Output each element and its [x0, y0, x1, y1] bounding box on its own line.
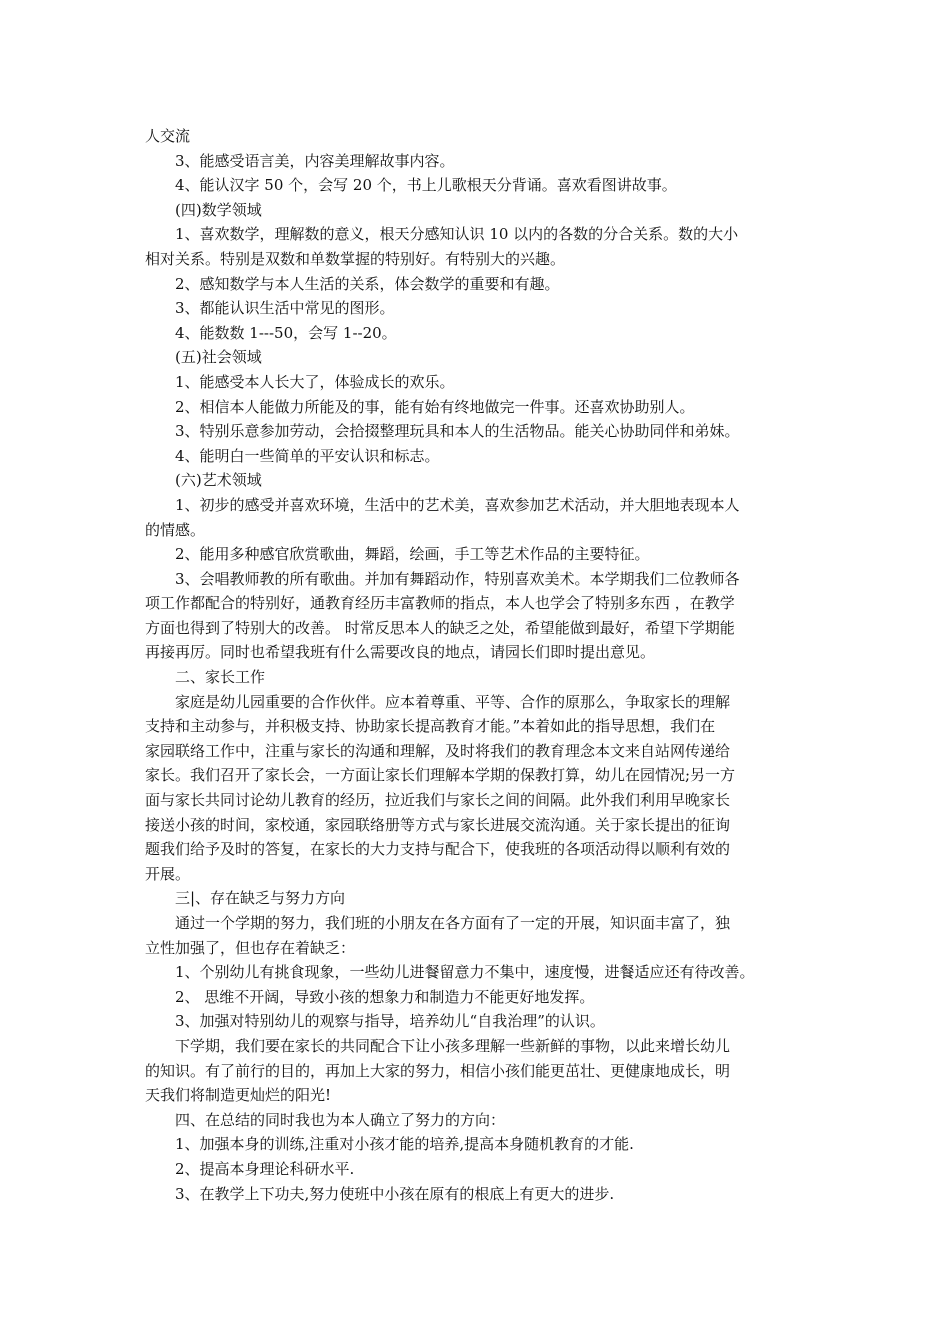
text-line: 2、提高本身理论科研水平.: [175, 1159, 355, 1178]
text-line: 立性加强了，但也存在着缺乏：: [145, 938, 356, 957]
text-line: 4、能明白一些简单的平安认识和标志。: [175, 446, 440, 465]
document-body: [145, 124, 810, 1206]
text-line: 1、加强本身的训练,注重对小孩才能的培养,提高本身随机教育的才能.: [175, 1135, 634, 1154]
text-line: (六)艺术领域: [175, 471, 262, 490]
text-line: (五)社会领域: [175, 348, 262, 367]
text-line: 项工作都配合的特别好，通教育经历丰富教师的指点，本人也学会了特别多东西 ，在教学: [145, 594, 735, 613]
text-line: 3、能感受语言美，内容美理解故事内容。: [175, 151, 455, 170]
text-line: 接送小孩的时间，家校通，家园联络册等方式与家长进展交流沟通。关于家长提出的征询: [145, 815, 731, 834]
text-line: 的情感。: [145, 520, 206, 539]
text-line: 1、初步的感受并喜欢环境，生活中的艺术美，喜欢参加艺术活动，并大胆地表现本人: [175, 495, 740, 514]
text-line: 家庭是幼儿园重要的合作伙伴。应本着尊重、平等、合作的原那么，争取家长的理解: [175, 692, 731, 711]
text-line: 家长。我们召开了家长会，一方面让家长们理解本学期的保教打算，幼儿在园情况;另一方: [145, 766, 736, 785]
text-line: 支持和主动参与，并积极支持、协助家长提高教育才能。”本着如此的指导思想，我们在: [145, 717, 716, 736]
text-line: 3、会唱教师教的所有歌曲。并加有舞蹈动作，特别喜欢美术。本学期我们二位教师各: [175, 569, 740, 588]
text-line: 4、能认汉字 50 个，会写 20 个，书上儿歌根天分背诵。喜欢看图讲故事。: [175, 176, 677, 195]
text-line: 1、喜欢数学，理解数的意义，根天分感知认识 10 以内的各数的分合关系。数的大小: [175, 225, 739, 244]
text-line: 2、 思维不开阔，导致小孩的想象力和制造力不能更好地发挥。: [175, 987, 595, 1006]
text-line: 题我们给予及时的答复，在家长的大力支持与配合下，使我班的各项活动得以顺利有效的: [145, 840, 731, 859]
text-line: 开展。: [145, 864, 191, 883]
text-line: 2、相信本人能做力所能及的事，能有始有终地做完一件事。还喜欢协助别人。: [175, 397, 695, 416]
text-line: 4、能数数 1---50，会写 1--20。: [175, 323, 397, 342]
text-line: 2、能用多种感官欣赏歌曲，舞蹈，绘画，手工等艺术作品的主要特征。: [175, 545, 650, 564]
text-line: (四)数学领域: [175, 200, 262, 219]
text-line: 的知识。有了前行的目的，再加上大家的努力，相信小孩们能更茁壮、更健康地成长，明: [145, 1061, 731, 1080]
text-line: 相对关系。特别是双数和单数掌握的特别好。有特别大的兴趣。: [145, 249, 566, 268]
text-line: 3、在教学上下功夫,努力使班中小孩在原有的根底上有更大的进步.: [175, 1184, 615, 1203]
text-line: 人交流: [145, 127, 191, 145]
text-line: 2、感知数学与本人生活的关系，体会数学的重要和有趣。: [175, 274, 560, 293]
text-line: 二、家长工作: [175, 668, 266, 687]
text-line: 天我们将制造更灿烂的阳光!: [145, 1086, 332, 1105]
text-line: 再接再厉。同时也希望我班有什么需要改良的地点，请园长们即时提出意见。: [145, 643, 656, 662]
text-line: 3、都能认识生活中常见的图形。: [175, 299, 395, 318]
text-line: 家园联络工作中，注重与家长的沟通和理解，及时将我们的教育理念本文来自站网传递给: [145, 741, 731, 760]
text-line: 下学期，我们要在家长的共同配合下让小孩多理解一些新鲜的事物，以此来增长幼儿: [175, 1036, 731, 1055]
text-line: 面与家长共同讨论幼儿教育的经历，拉近我们与家长之间的间隔。此外我们利用早晚家长: [145, 791, 731, 810]
text-line: 3、加强对特别幼儿的观察与指导，培养幼儿“自我治理”的认识。: [175, 1012, 605, 1031]
text-line: 3、特别乐意参加劳动，会拾掇整理玩具和本人的生活物品。能关心协助同伴和弟妹。: [175, 422, 740, 441]
text-line: 三|、存在缺乏与努力方向: [175, 889, 346, 908]
text-line: 1、个别幼儿有挑食现象，一些幼儿进餐留意力不集中，速度慢，进餐适应还有待改善。: [175, 963, 755, 982]
text-line: 方面也得到了特别大的改善。 时常反思本人的缺乏之处，希望能做到最好，希望下学期能: [145, 618, 735, 637]
text-line: 通过一个学期的努力，我们班的小朋友在各方面有了一定的开展，知识面丰富了，独: [175, 914, 731, 932]
text-line: 1、能感受本人长大了，体验成长的欢乐。: [175, 372, 455, 391]
text-line: 四、在总结的同时我也为本人确立了努力的方向：: [175, 1110, 506, 1129]
